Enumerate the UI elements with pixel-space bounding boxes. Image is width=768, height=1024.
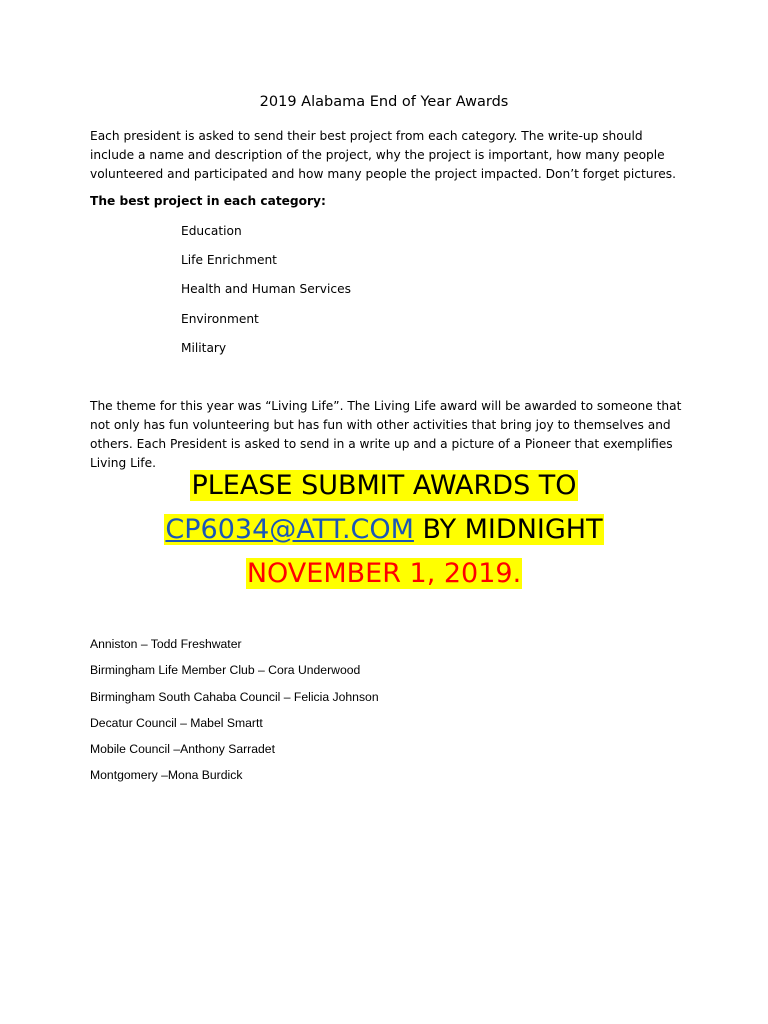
category-list <box>181 223 351 369</box>
deadline-highlight <box>246 558 522 589</box>
council-item: Anniston – Todd Freshwater <box>90 637 242 651</box>
deadline-punct: . <box>512 558 522 589</box>
council-item: Decatur Council – Mabel Smartt <box>90 715 263 730</box>
council-item: Birmingham South Cahaba Council – Felicia Johnson <box>90 689 379 704</box>
best-project-heading: The best project in each category: <box>90 194 326 208</box>
category-item: Life Enrichment <box>181 253 277 268</box>
council-item: Mobile Council –Anthony Sarradet <box>90 742 275 757</box>
email-link[interactable]: CP6034@ATT.COM <box>165 514 414 545</box>
submit-banner-line-1 <box>0 468 768 504</box>
theme-paragraph: The theme for this year was “Living Life”. The Living Life award will be awarded to someone that not only has fun volunteering but has fun with other activities that bring joy to themselves and others. Each President is asked to send in a write up and a picture of a Pioneer that exemplifies Living Life. <box>90 399 682 470</box>
document-title: 2019 Alabama End of Year Awards <box>259 94 509 110</box>
submit-email-highlight <box>164 514 603 545</box>
by-midnight-text: BY MIDNIGHT <box>413 514 603 545</box>
submit-banner-line-3 <box>0 556 768 592</box>
intro-paragraph: Each president is asked to send their best project from each category. The write-up should include a name and description of the project, why the project is important, how many people volunteered and participated and how many people the project impacted. Don’t forget pictures. <box>90 129 676 181</box>
council-item: Birmingham Life Member Club – Cora Underwood <box>90 663 361 678</box>
submit-text: PLEASE SUBMIT AWARDS TO <box>191 470 577 501</box>
submit-banner-line-2 <box>0 512 768 548</box>
deadline-date: NOVEMBER 1, 2019 <box>246 558 513 589</box>
category-item: Education <box>181 224 242 238</box>
category-item: Health and Human Services <box>181 282 351 297</box>
category-item: Environment <box>181 311 259 326</box>
council-list <box>90 636 379 794</box>
category-item: Military <box>181 340 227 355</box>
council-item: Montgomery –Mona Burdick <box>90 768 243 783</box>
